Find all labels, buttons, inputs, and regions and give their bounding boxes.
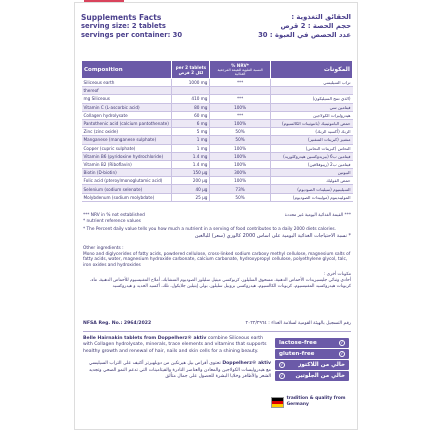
nutrient-amount: 150 µg [172,169,210,177]
nutrient-name: thereof [82,87,172,95]
nutrient-name-ar: الموليبدينوم (موليبدات الصوديوم) [270,193,352,201]
nutrient-nrv: 73% [210,185,270,193]
nutrient-amount: 25 µg [172,193,210,201]
nutrient-name-ar [270,87,352,95]
nutrient-nrv: 100% [210,160,270,168]
nutrient-name-ar: فيتامين ب6 (بيريدوكسين هيدروكلوريد) [270,152,352,160]
check-icon: ✓ [340,341,344,346]
note-percent-daily-ar: * نسبة الاحتياجات الغذائية اليومية على اساس 2000 كالوري (سعر) للبالغين [194,233,351,239]
table-row [82,128,353,136]
nutrient-nrv [210,87,270,95]
nutrient-name: Zinc (zinc oxide) [82,128,172,136]
nutrient-name: Molybdenum (sodium molybdate) [82,193,172,201]
divider [83,331,351,332]
nutrient-name-ar: حمض البانتوثينيك (بانتوثينات الكالسيوم) [270,119,352,127]
nutrient-amount: 200 µg [172,177,210,185]
nutrient-amount: 6 mg [172,119,210,127]
col-nrv: % NRV* النسبة المئوية للقيمة المرجعية الغذائية [210,61,270,79]
nutrient-nrv: *** [210,79,270,87]
col-ingredients-ar: المكونات [270,61,352,79]
nutrient-name-ar: الزنك (أكسيد الزنك) [270,128,352,136]
nutrient-amount: 1 mg [172,144,210,152]
note-nrv-not-established: *** NRV in % not established [83,213,145,218]
other-ingredients-title-ar: مكونات أخرى : [323,272,351,278]
servings-per-container: servings per container: 30 [81,31,183,39]
product-box-back-panel [74,2,358,430]
nutrient-amount [172,87,210,95]
description-ar [83,361,271,380]
serving-size-ar: حجم الحصة : 2 قرص [280,22,351,30]
origin-text: tradition & quality from Germany [286,396,346,407]
nutrient-nrv: 300% [210,169,270,177]
table-row [82,152,353,160]
other-ingredients [83,246,351,289]
note-nutrient-reference: * nutrient reference values [83,219,141,224]
table-row [82,119,353,127]
supplement-facts-table [81,60,353,202]
header-title: Supplements Facts [81,13,162,22]
table-row [82,177,353,185]
table-row [82,193,353,201]
nutrient-name: Vitamin C (L-ascorbic acid) [82,103,172,111]
nutrient-nrv: *** [210,111,270,119]
table-row [82,95,353,103]
supplements-header [81,13,351,40]
nutrient-nrv: 50% [210,136,270,144]
table-row [82,111,353,119]
product-description [83,336,271,380]
badge-gluten-free-ar: خالي من الجلوتين ✓ [275,371,349,381]
germany-flag-icon [271,397,284,408]
col-composition: Composition [82,61,172,79]
nutrient-name-ar: منغنيز (كبريتات المنغنيز) [270,136,352,144]
nutrient-name: Selenium (sodium selenate) [82,185,172,193]
other-ingredients-text: Mono and diglycerides of fatty acids, powdered cellulose, cross-linked sodium carboxy methyl cellulose, magnesium salts of fatty acids, water, magnesium hydroxide carbonate, calcium carbonate, hydroxypropyl cellulose, polyethylene glycol, talc, iron oxides and hydroxides [83,251,351,268]
nutrient-name: Vitamin B2 (Riboflavin) [82,160,172,168]
nutrient-name-ar: هيدروليزات الكولاجين [270,111,352,119]
badge-lactose-free-ar: خالي من اللاكتوز ✓ [275,360,349,370]
nutrient-nrv: 100% [210,144,270,152]
description-text-ar: تحتوي أقراص بيل هيرنكين من دوبلهيرتز أكتيف على التراب السيليسي مع هيدروليسات الكولاجين والمعادن والعناصر النادرة والفيتامينات التي تدعم النمو الصحي وتجديد الشعر والأظافر وخلايا البشرة للحصول على جمال متألق [88,361,271,380]
badge-gluten-free: gluten-free ✓ [275,349,349,359]
header-title-ar: الحقائق التغذوية : [291,13,351,21]
nutrient-name: Collagen hydrolysate [82,111,172,119]
other-ingredients-text-ar: أحادي وثنائي جليسيريدات الأحماض الدهنية، مسحوق السليلوز، كربوكسي ميثيل سليلوز الصوديوم المتشابك، أملاح المغنيسيوم للأحماض الدهنية، ماء، كربونات هيدروكسيد المغنيسيوم، كربونات الكالسيوم، هيدروكسي بروبيل سليلوز، بولي إيثيلين جلايكول، تلك، أكسيد الحديد و هيدروكسيد [90,277,351,289]
table-row [82,144,353,152]
check-icon: ✓ [280,374,284,379]
nutrient-name: Pantothenic acid (calcium pantothenate) [82,119,172,127]
check-icon: ✓ [280,363,284,368]
nutrient-name: mg Siliceous [82,95,172,103]
description-text: combine Siliceous earth with Collagen hydrolysate, minerals, trace elements and vitamins that supports healthy growth and renewal of hair, nails and skin cells for a shining beauty. [83,336,267,354]
nutrient-name-ar: حمض الفوليك [270,177,352,185]
description-brand: Belle Hairnakin tablets from Doppelherz® aktiv [83,336,207,341]
badge-lactose-free: lactose-free ✓ [275,338,349,348]
nutrient-name-ar: النحاس (كبريتات النحاس) [270,144,352,152]
table-row [82,103,353,111]
table-row [82,169,353,177]
nutrient-name: Siliceous earth [82,79,172,87]
nfsa-reg-number: NFSA Reg. No.: 2964/2022 [83,321,152,326]
nutrient-nrv: 100% [210,119,270,127]
table-notes [83,213,351,239]
description-en [83,336,271,355]
col-per-2-tablets: per 2 tablets لكل 2 قرص [172,61,210,79]
nutrient-nrv: 50% [210,128,270,136]
nfsa-reg-number-ar: رقم التسجيل بالهيئة القومية لسلامة الغذاء : ٢٠٢٢/٢٩٦٤ [245,321,351,326]
nutrient-amount: 1 mg [172,136,210,144]
origin-badge [271,396,349,408]
nutrient-amount: 5 mg [172,128,210,136]
serving-size: serving size: 2 tablets [81,22,166,30]
nutrient-nrv: 50% [210,193,270,201]
nutrient-nrv: 100% [210,103,270,111]
nutrient-nrv: 100% [210,177,270,185]
nutrient-name-ar: فيتامين سي [270,103,352,111]
table-row [82,136,353,144]
nutrient-name-ar: السيلينيوم (سيلينات الصوديوم) [270,185,352,193]
nutrient-amount: 1.4 mg [172,160,210,168]
nutrient-amount: 1.4 mg [172,152,210,160]
table-row [82,87,353,95]
nutrient-name-ar: فيتامين ب2 (ريبوفلافين) [270,160,352,168]
nutrient-name-ar: تراب السيليسي [270,79,352,87]
nutrient-name: Folic acid (pteroylmonoglutamic acid) [82,177,172,185]
nutrient-name: Biotin (D-biotin) [82,169,172,177]
registration-line [83,321,351,326]
check-icon: ✓ [340,352,344,357]
table-row [82,185,353,193]
nutrient-amount: 410 mg [172,95,210,103]
nutrient-name: Copper (cupric sulphate) [82,144,172,152]
nutrient-name-ar: البيوتين [270,169,352,177]
nutrient-amount: 1000 mg [172,79,210,87]
other-ingredients-title: Other ingredients : [83,246,124,251]
note-nrv-ar: *** القيمة الغذائية اليومية غير محددة [284,213,351,218]
header-arabic [258,13,351,40]
nutrient-name-ar: (الذي تتنج السيليكون) [270,95,352,103]
nutrient-amount: 40 µg [172,185,210,193]
nutrient-nrv: 100% [210,152,270,160]
table-row [82,79,353,87]
nutrient-name: Vitamin B6 (pyridoxine hydrochloride) [82,152,172,160]
note-percent-daily: * The Percent daily value tells you how much a nutrient in a serving of food contributes to a daily 2000 diets calories. [83,227,336,232]
table-header-row [82,61,353,79]
nutrient-amount: 60 mg [172,111,210,119]
nutrient-nrv: *** [210,95,270,103]
description-brand-ar: Doppelherz® aktiv [222,361,271,367]
nutrient-amount: 80 mg [172,103,210,111]
nutrient-name: Manganese (manganese sulphate) [82,136,172,144]
servings-per-container-ar: عدد الحصص في العبوة : 30 [258,31,351,39]
table-row [82,160,353,168]
free-from-badges [275,338,349,382]
